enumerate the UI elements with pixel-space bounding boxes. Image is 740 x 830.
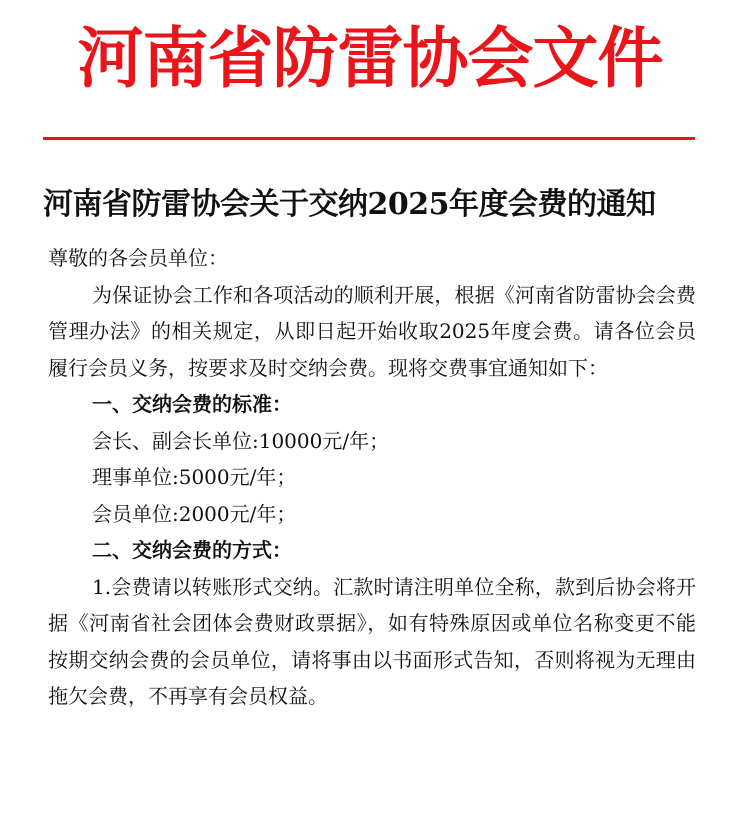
- fee-item-director: 理事单位:5000元/年；: [92, 465, 297, 489]
- payment-method-paragraph: 1.会费请以转账形式交纳。汇款时请注明单位全称，款到后协会将开据《河南省社会团体会费财政票据》，如有特殊原因或单位名称变更不能按期交纳会费的会员单位，请将事由以书面形式告知，否则将视为无理由拖欠会费，不再享有会员权益。: [48, 574, 696, 708]
- fee-item-member: 会员单位:2000元/年；: [92, 501, 297, 526]
- letterhead-divider: [43, 137, 695, 140]
- fee-item-president: 会长、副会长单位:10000元/年；: [92, 428, 390, 453]
- document-body: [48, 240, 696, 715]
- salutation: 尊敬的各会员单位：: [48, 246, 228, 270]
- section-heading-fee-standard: 一、交纳会费的标准：: [92, 392, 292, 416]
- intro-paragraph: 为保证协会工作和各项活动的顺利开展，根据《河南省防雷协会会费管理办法》的相关规定，从即日起开始收取2025年度会费。请各位会员履行会员义务，按要求及时交纳会费。现将交费事宜通知如下：: [48, 282, 696, 380]
- letterhead-title: 河南省防雷协会文件: [77, 19, 663, 97]
- document-title: 河南省防雷协会关于交纳2025年度会费的通知: [43, 187, 656, 222]
- section-heading-payment-method: 二、交纳会费的方式：: [92, 538, 292, 562]
